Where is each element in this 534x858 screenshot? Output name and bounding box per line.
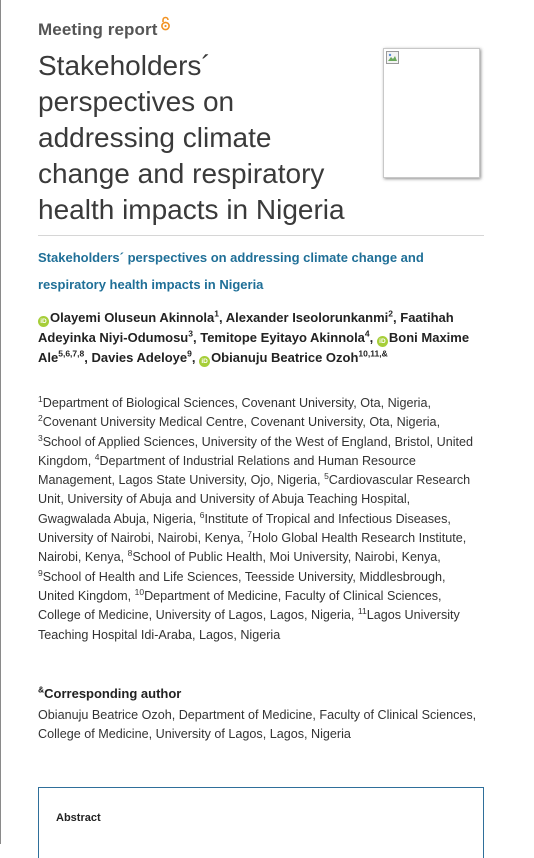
author-entry xyxy=(199,350,388,365)
author-separator: , xyxy=(369,330,377,345)
author-name: Boni Maxime Ale xyxy=(38,330,470,365)
corresponding-heading-text: Corresponding author xyxy=(44,686,182,701)
affiliation-text: Holo Global Health Research Institute, Nairobi, Kenya, xyxy=(38,531,467,565)
affiliation-number: 11 xyxy=(357,606,367,617)
orcid-icon[interactable]: iD xyxy=(38,316,49,327)
author-name: Faatihah Adeyinka Niyi-Odumosu xyxy=(38,310,454,345)
affiliation-number: 5 xyxy=(324,471,329,481)
author-entry xyxy=(226,310,401,325)
author-affiliation-ref: 2 xyxy=(388,308,394,319)
abstract-heading: Abstract xyxy=(56,812,101,824)
article-title xyxy=(38,48,383,228)
affiliation-text: School of Public Health, Moi University, Nairobi, Kenya, xyxy=(132,550,441,565)
title-line: addressing climate xyxy=(38,122,272,153)
affiliation-number: 7 xyxy=(247,528,253,539)
affiliation-text: Department of Medicine, Faculty of Clinical Sciences, College of Medicine, University of Lagos, Lagos, Nigeria, xyxy=(38,588,442,623)
broken-image-icon xyxy=(386,51,400,70)
author-separator: , xyxy=(218,310,226,325)
affiliation-text: School of Health and Life Sciences, Teesside University, Middlesbrough, United Kingdom, xyxy=(38,569,446,603)
title-line: health impacts in Nigeria xyxy=(38,194,345,225)
affiliation-entry xyxy=(38,415,440,429)
affiliation-text: Institute of Tropical and Infectious Diseases, University of Nairobi, Nairobi, Kenya, xyxy=(38,511,451,546)
title-line: perspectives on xyxy=(38,86,235,117)
author-name: Temitope Eyitayo Akinnola xyxy=(200,330,365,345)
affiliation-text: Department of Industrial Relations and Human Resource Management, Lagos State University, Ojo, Nigeria, xyxy=(38,453,416,488)
affiliation-text: Covenant University Medical Centre, Covenant University, Ota, Nigeria, xyxy=(42,415,441,430)
author-separator: , xyxy=(192,330,201,345)
author-name: Alexander Iseolorunkanmi xyxy=(225,310,389,325)
author-affiliation-ref: 4 xyxy=(364,328,370,339)
affiliation-number: 1 xyxy=(38,393,43,404)
affiliation-number: 10 xyxy=(134,586,145,597)
article-subtitle: Stakeholders´ perspectives on addressing climate change and respiratory health impacts in Nigeria xyxy=(38,250,424,292)
title-divider xyxy=(38,235,484,236)
corresponding-marker: & xyxy=(38,684,45,695)
abstract-section xyxy=(38,787,484,858)
open-access-lock-icon xyxy=(160,16,171,36)
corresponding-author-heading xyxy=(38,686,181,701)
author-affiliation-ref: 1 xyxy=(214,308,219,319)
article-thumbnail xyxy=(383,48,480,178)
affiliation-number: 4 xyxy=(94,451,100,462)
author-name: Davies Adeloye xyxy=(91,350,188,365)
affiliation-number: 6 xyxy=(199,509,205,520)
author-separator: , xyxy=(393,310,401,325)
author-entry xyxy=(91,350,199,365)
author-entry xyxy=(200,330,377,345)
orcid-icon[interactable]: iD xyxy=(199,356,210,367)
affiliation-number: 9 xyxy=(38,567,43,578)
orcid-icon[interactable]: iD xyxy=(377,336,388,347)
title-line: change and respiratory xyxy=(38,158,325,189)
affiliation-entry xyxy=(38,393,431,410)
title-line: Stakeholders´ xyxy=(38,50,211,81)
author-name: Olayemi Oluseun Akinnola xyxy=(50,310,215,325)
author-separator: , xyxy=(191,350,200,365)
corresponding-author-details: Obianuju Beatrice Ozoh, Department of Medicine, Faculty of Clinical Sciences, College of Medicine, University of Lagos, Lagos, Nigeria xyxy=(38,708,477,742)
author-separator: , xyxy=(84,350,92,365)
author-affiliation-ref: 10,11,& xyxy=(358,348,388,359)
author-name: Obianuju Beatrice Ozoh xyxy=(211,350,359,365)
page-left-edge xyxy=(0,0,1,844)
author-list xyxy=(38,308,484,368)
affiliation-number: 2 xyxy=(38,413,43,424)
affiliation-text: Department of Biological Sciences, Covenant University, Ota, Nigeria, xyxy=(42,396,431,410)
report-type-text: Meeting report xyxy=(38,20,158,39)
author-affiliation-ref: 9 xyxy=(187,348,192,359)
author-entry xyxy=(38,310,226,325)
affiliation-text: Cardiovascular Research Unit, University of Abuja and University of Abuja Teaching Hospital, Gwagwalada Abuja, Nigeria, xyxy=(38,473,471,526)
affiliation-entry xyxy=(128,550,441,564)
affiliation-text: School of Applied Sciences, University of the West of England, Bristol, United Kingdom, xyxy=(38,434,474,468)
affiliation-number: 3 xyxy=(38,432,43,443)
affiliation-text: Lagos University Teaching Hospital Idi-Araba, Lagos, Nigeria xyxy=(38,608,460,642)
report-type-label xyxy=(38,20,171,40)
author-affiliation-ref: 5,6,7,8 xyxy=(58,348,85,359)
author-affiliation-ref: 3 xyxy=(188,328,193,339)
affiliation-list xyxy=(38,394,484,645)
affiliation-number: 8 xyxy=(127,548,133,559)
